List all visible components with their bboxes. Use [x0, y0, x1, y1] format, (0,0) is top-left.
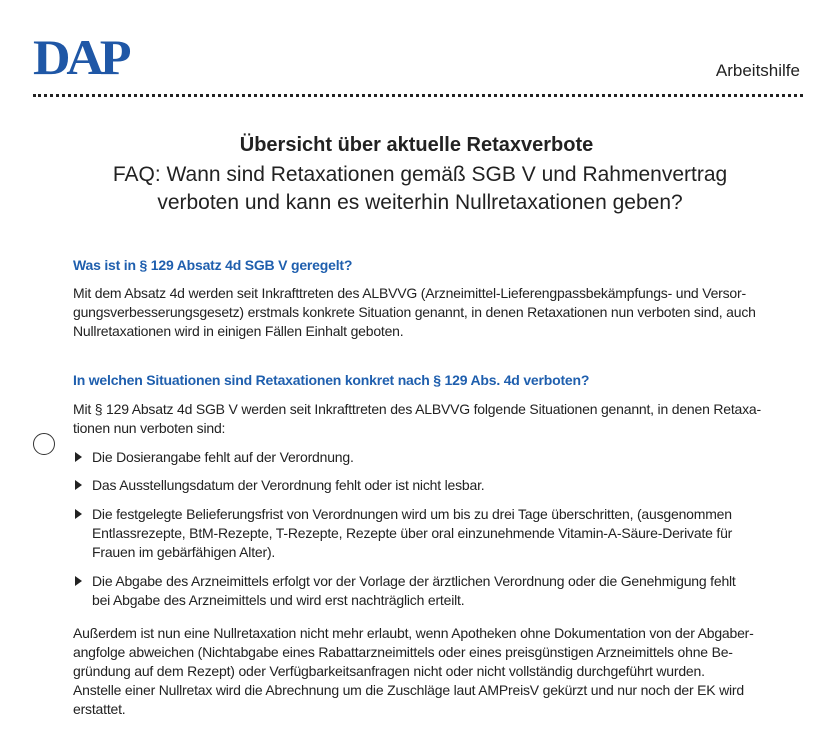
list-item-text: Die Dosierangabe fehlt auf der Verordnung. — [92, 449, 354, 465]
triangle-bullet-icon — [75, 452, 82, 462]
section-intro-2: Mit § 129 Absatz 4d SGB V werden seit Inkrafttreten des ALBVVG folgende Situationen genannt, in denen Retaxa- tionen nun verboten sind: — [73, 401, 761, 436]
list-item-text: Die festgelegte Belieferungsfrist von Verordnungen wird um bis zu drei Tage überschritten, (ausgenommen Entlassrezepte, BtM-Rezepte, T-Rezepte, Rezepte über oral einzunehmende Vitamin-A-Säure-Derivate für Frauen im gebärfähigen Alter). — [92, 506, 733, 560]
dap-logo: DAP — [33, 29, 128, 85]
page-title: Übersicht über aktuelle Retaxverbote — [239, 134, 594, 156]
triangle-bullet-icon — [75, 509, 82, 519]
list-item-text: Die Abgabe des Arzneimittels erfolgt vor der Vorlage der ärztlichen Verordnung oder die Genehmigung fehlt bei Abgabe des Arzneimittels und wird erst nachträglich erteilt. — [92, 573, 736, 608]
list-item-text: Das Ausstellungsdatum der Verordnung fehlt oder ist nicht lesbar. — [92, 477, 485, 493]
section-heading-1: Was ist in § 129 Absatz 4d SGB V geregelt? — [73, 257, 353, 273]
punch-hole-mark — [33, 433, 55, 455]
section-outro-2: Außerdem ist nun eine Nullretaxation nicht mehr erlaubt, wenn Apotheken ohne Dokumentation von der Abgaber- angfolge abweichen (Nichtabgabe eines Rabattarzneimittels oder eines preisgünstigen Arzneimittels ohne Be- gründung auf dem Rezept) oder Verfügbarkeitsanfragen nicht oder nicht vollständig durchgeführt wurden. Anstelle einer Nullretax wird die Abrechnung um die Zuschläge laut AMPreisV gekürzt und nur noch der EK wird erstattet. — [73, 625, 754, 717]
triangle-bullet-icon — [75, 480, 82, 490]
document-type-label: Arbeitshilfe — [715, 61, 800, 80]
section-body-1: Mit dem Absatz 4d werden seit Inkrafttreten des ALBVVG (Arzneimittel-Lieferengpassbekämpfungs- und Versor- gungsverbesserungsgesetz) erstmals konkrete Situation genannt, in denen Retaxationen nun verboten sind, auch Nullretaxationen wird in einigen Fällen Einhalt geboten. — [73, 285, 756, 339]
triangle-bullet-icon — [75, 576, 82, 586]
dotted-divider — [33, 94, 803, 97]
section-heading-2: In welchen Situationen sind Retaxationen konkret nach § 129 Abs. 4d verboten? — [73, 372, 590, 388]
page-subtitle: FAQ: Wann sind Retaxationen gemäß SGB V und Rahmenvertrag verboten und kann es weiterhin Nullretaxationen geben? — [112, 163, 728, 214]
